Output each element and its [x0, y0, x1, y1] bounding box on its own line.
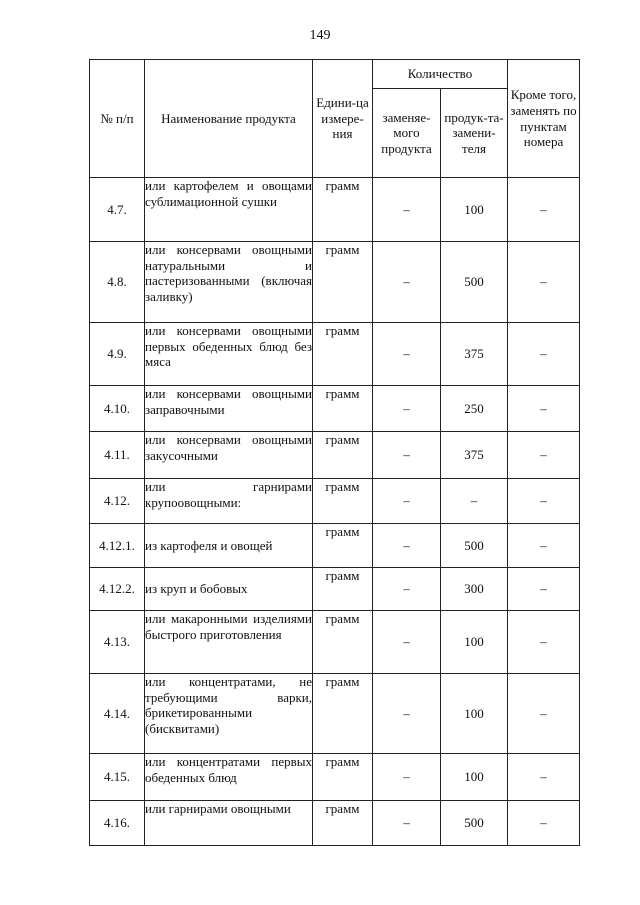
header-replacing: продук-та-замени-теля: [441, 89, 508, 178]
besides-cell: –: [508, 611, 580, 674]
besides-cell: –: [508, 754, 580, 801]
replacing-qty: 500: [441, 524, 508, 568]
besides-cell: –: [508, 524, 580, 568]
row-number: 4.9.: [90, 323, 145, 386]
replaced-qty: –: [373, 479, 441, 524]
unit-cell: грамм: [313, 386, 373, 432]
row-number: 4.14.: [90, 674, 145, 754]
table-row: [90, 386, 580, 432]
table-row: [90, 479, 580, 524]
replaced-qty: –: [373, 178, 441, 242]
unit-cell: грамм: [313, 323, 373, 386]
row-number: 4.12.1.: [90, 524, 145, 568]
replacement-table: [89, 59, 580, 846]
header-besides: Кроме того, заменять по пунктам номера: [508, 60, 580, 178]
unit-cell: грамм: [313, 568, 373, 611]
replaced-qty: –: [373, 674, 441, 754]
unit-cell: грамм: [313, 674, 373, 754]
unit-cell: грамм: [313, 178, 373, 242]
replacing-qty: 375: [441, 323, 508, 386]
replacing-qty: 100: [441, 611, 508, 674]
page-number: 149: [309, 28, 331, 43]
unit-cell: грамм: [313, 479, 373, 524]
product-name: или картофелем и овощами сублимационной сушки: [145, 178, 313, 242]
product-name: из круп и бобовых: [145, 568, 313, 611]
header-replaced: заменяе-мого продукта: [373, 89, 441, 178]
replacing-qty: 100: [441, 178, 508, 242]
header-unit: Едини-ца измере-ния: [313, 60, 373, 178]
row-number: 4.8.: [90, 242, 145, 323]
replacing-qty: 500: [441, 801, 508, 846]
row-number: 4.12.2.: [90, 568, 145, 611]
product-name: или концентратами, не требующими варки, брикетированными (бисквитами): [145, 674, 313, 754]
header-quantity: Количество: [373, 60, 508, 89]
replacing-qty: 100: [441, 754, 508, 801]
unit-cell: грамм: [313, 524, 373, 568]
product-name: или консервами овощными закусочными: [145, 432, 313, 479]
product-name: или гарнирами крупоовощными:: [145, 479, 313, 524]
replacing-qty: –: [441, 479, 508, 524]
replaced-qty: –: [373, 611, 441, 674]
unit-cell: грамм: [313, 242, 373, 323]
table-row: [90, 242, 580, 323]
replacing-qty: 375: [441, 432, 508, 479]
table-row: [90, 611, 580, 674]
besides-cell: –: [508, 178, 580, 242]
row-number: 4.16.: [90, 801, 145, 846]
table-row: [90, 524, 580, 568]
table-row: [90, 432, 580, 479]
table-row: [90, 568, 580, 611]
besides-cell: –: [508, 323, 580, 386]
replaced-qty: –: [373, 568, 441, 611]
replacing-qty: 500: [441, 242, 508, 323]
besides-cell: –: [508, 386, 580, 432]
besides-cell: –: [508, 801, 580, 846]
product-name: или гарнирами овощными: [145, 801, 313, 846]
unit-cell: грамм: [313, 432, 373, 479]
row-number: 4.7.: [90, 178, 145, 242]
replaced-qty: –: [373, 323, 441, 386]
replacing-qty: 250: [441, 386, 508, 432]
replaced-qty: –: [373, 242, 441, 323]
besides-cell: –: [508, 432, 580, 479]
table-row: [90, 674, 580, 754]
product-name: или консервами овощными натуральными и пастеризованными (включая заливку): [145, 242, 313, 323]
unit-cell: грамм: [313, 611, 373, 674]
product-name: или концентратами первых обеденных блюд: [145, 754, 313, 801]
row-number: 4.12.: [90, 479, 145, 524]
replaced-qty: –: [373, 386, 441, 432]
product-name: или консервами овощными заправочными: [145, 386, 313, 432]
product-name: или макаронными изделиями быстрого приготовления: [145, 611, 313, 674]
replaced-qty: –: [373, 801, 441, 846]
row-number: 4.10.: [90, 386, 145, 432]
replacing-qty: 100: [441, 674, 508, 754]
replaced-qty: –: [373, 524, 441, 568]
row-number: 4.11.: [90, 432, 145, 479]
table-row: [90, 178, 580, 242]
row-number: 4.15.: [90, 754, 145, 801]
replaced-qty: –: [373, 432, 441, 479]
table-row: [90, 754, 580, 801]
table-row: [90, 323, 580, 386]
product-name: из картофеля и овощей: [145, 524, 313, 568]
besides-cell: –: [508, 242, 580, 323]
header-num: № п/п: [90, 60, 145, 178]
table-row: [90, 801, 580, 846]
unit-cell: грамм: [313, 754, 373, 801]
besides-cell: –: [508, 479, 580, 524]
besides-cell: –: [508, 674, 580, 754]
replacing-qty: 300: [441, 568, 508, 611]
besides-cell: –: [508, 568, 580, 611]
product-name: или консервами овощными первых обеденных блюд без мяса: [145, 323, 313, 386]
replaced-qty: –: [373, 754, 441, 801]
header-name: Наименование продукта: [145, 60, 313, 178]
row-number: 4.13.: [90, 611, 145, 674]
unit-cell: грамм: [313, 801, 373, 846]
